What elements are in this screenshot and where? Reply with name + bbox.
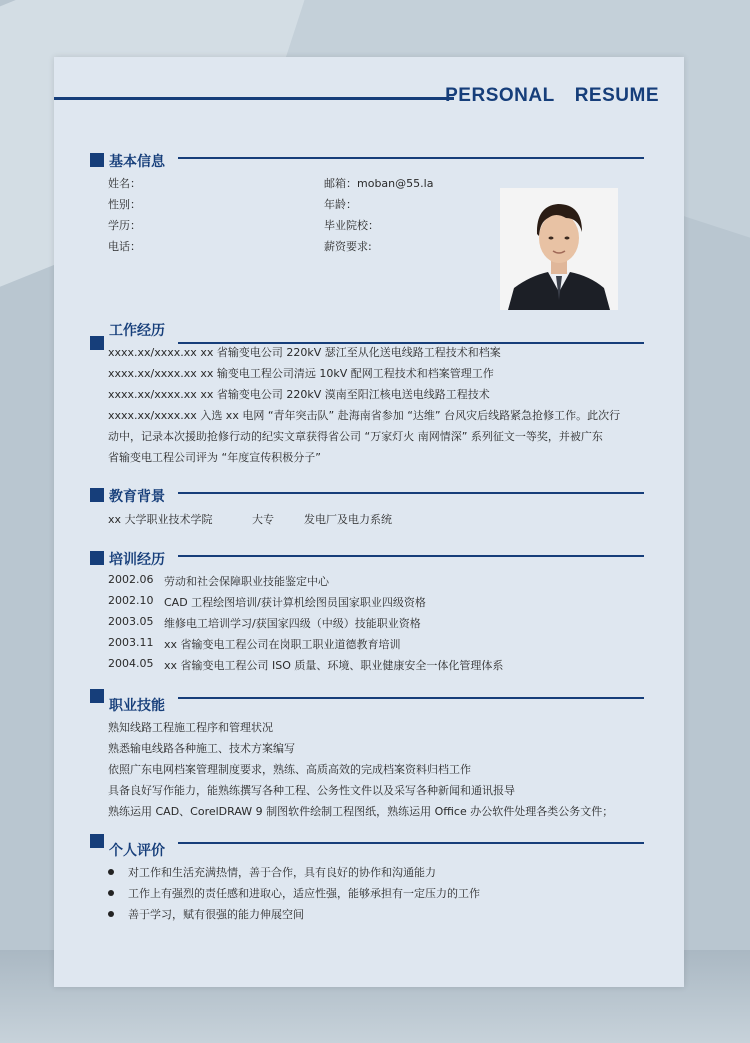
section-line: [178, 157, 644, 159]
edu-degree: 大专: [252, 513, 274, 526]
section-work: [90, 320, 644, 342]
title-word-resume: RESUME: [574, 85, 659, 106]
skill-line: 熟练运用 CAD、CorelDRAW 9 制图软件绘制工程图纸，熟练运用 Office 办公软件处理各类公务文件；: [108, 805, 614, 818]
training-date: 2003.05: [108, 615, 154, 628]
training-text: xx 省输变电工程公司 ISO 质量、环境、职业健康安全一体化管理体系: [164, 659, 504, 672]
field-education: 学历：: [108, 219, 141, 232]
section-line: [178, 842, 644, 844]
section-title: 培训经历: [109, 552, 165, 568]
work-line: 动中，记录本次援助抢修行动的纪实文章获得省公司 “万家灯火 南网情深” 系列征文一等奖，并被广东: [108, 430, 603, 443]
section-line: [178, 697, 644, 699]
edu-major: 发电厂及电力系统: [304, 513, 392, 526]
bullet-icon: [108, 911, 114, 917]
eval-item: [108, 906, 304, 922]
section-education: [90, 486, 644, 508]
work-line: xxxx.xx/xxxx.xx xx 输变电工程公司清远 10kV 配网工程技术和档案管理工作: [108, 367, 494, 380]
bullet-icon: [108, 869, 114, 875]
section-square-icon: [90, 336, 104, 350]
skill-line: 熟悉输电线路各种施工、技术方案编写: [108, 742, 295, 755]
eval-text: 善于学习，赋有很强的能力伸展空间: [128, 908, 304, 921]
header-line: [54, 97, 454, 100]
work-line: xxxx.xx/xxxx.xx xx 省输变电公司 220kV 漠南至阳江核电送电线路工程技术: [108, 388, 490, 401]
section-skills: [90, 689, 644, 714]
section-square-icon: [90, 153, 104, 167]
page-title: [445, 85, 659, 107]
section-square-icon: [90, 834, 104, 848]
resume-page: [54, 57, 684, 987]
skill-line: 依照广东电网档案管理制度要求，熟练、高质高效的完成档案资料归档工作: [108, 763, 471, 776]
training-text: CAD 工程绘图培训/获计算机绘图员国家职业四级资格: [164, 596, 426, 609]
training-date: 2004.05: [108, 657, 154, 670]
bullet-icon: [108, 890, 114, 896]
title-word-personal: PERSONAL: [445, 85, 555, 106]
section-square-icon: [90, 488, 104, 502]
eval-item: [108, 864, 436, 880]
work-line: xxxx.xx/xxxx.xx xx 省输变电公司 220kV 瑟江至从化送电线路工程技术和档案: [108, 346, 501, 359]
eval-text: 工作上有强烈的责任感和进取心，适应性强，能够承担有一定压力的工作: [128, 887, 480, 900]
section-title: 工作经历: [109, 323, 165, 339]
eval-item: [108, 885, 480, 901]
field-salary: 薪资要求:: [324, 240, 372, 253]
field-age: 年龄：: [324, 198, 357, 211]
section-line: [178, 492, 644, 494]
section-line: [178, 555, 644, 557]
training-date: 2002.10: [108, 594, 154, 607]
section-training: [90, 549, 644, 571]
field-phone: 电话：: [108, 240, 141, 253]
field-gender: 性别：: [108, 198, 141, 211]
training-text: xx 省输变电工程公司在岗职工职业道德教育培训: [164, 638, 401, 651]
skill-line: 具备良好写作能力，能熟练撰写各种工程、公务性文件以及采写各种新闻和通讯报导: [108, 784, 515, 797]
portrait-photo: [500, 188, 618, 310]
field-email: 邮箱：moban@55.la: [324, 177, 434, 190]
field-school: 毕业院校：: [324, 219, 379, 232]
training-date: 2002.06: [108, 573, 154, 586]
section-square-icon: [90, 551, 104, 565]
training-date: 2003.11: [108, 636, 154, 649]
section-square-icon: [90, 689, 104, 703]
training-text: 维修电工培训学习/获国家四级（中级）技能职业资格: [164, 617, 421, 630]
section-evaluation: [90, 834, 644, 859]
work-line: xxxx.xx/xxxx.xx 入选 xx 电网 “青年突击队” 赴海南省参加 “达维” 台风灾后线路紧急抢修工作。此次行: [108, 409, 621, 422]
section-title: 基本信息: [109, 154, 165, 170]
work-line: 省输变电工程公司评为 “年度宣传积极分子”: [108, 451, 321, 464]
skill-line: 熟知线路工程施工程序和管理状况: [108, 721, 273, 734]
eval-text: 对工作和生活充满热情，善于合作，具有良好的协作和沟通能力: [128, 866, 436, 879]
section-basic-info: [90, 151, 644, 173]
section-title: 教育背景: [109, 489, 165, 505]
edu-school: xx 大学职业技术学院: [108, 513, 213, 526]
training-text: 劳动和社会保障职业技能鉴定中心: [164, 575, 329, 588]
field-name: 姓名：: [108, 177, 141, 190]
section-title: 职业技能: [109, 698, 165, 714]
section-title: 个人评价: [109, 843, 165, 859]
